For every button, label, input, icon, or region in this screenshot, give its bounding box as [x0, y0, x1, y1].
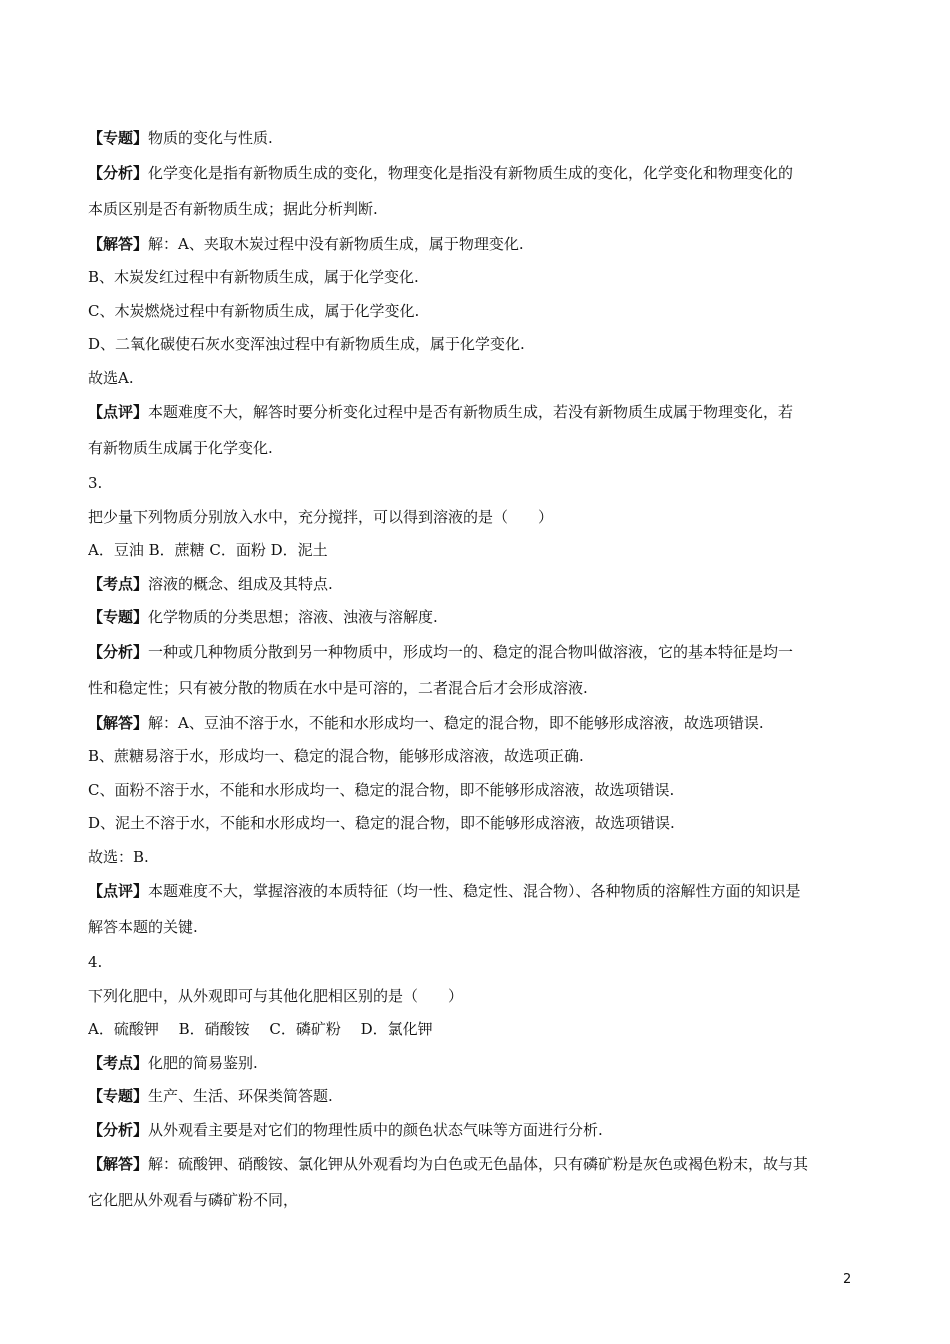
q4-analysis-line: [88, 1114, 868, 1148]
analysis-text: 从外观看主要是对它们的物理性质中的颜色状态气味等方面进行分析.: [148, 1120, 603, 1139]
topic-text: 化学物质的分类思想；溶液、浊液与溶解度.: [148, 608, 438, 626]
q3-solution-line-d: D、泥土不溶于水，不能和水形成均一、稳定的混合物，即不能够形成溶液，故选项错误.: [88, 814, 675, 832]
q2-solution-line-d: D、二氧化碳使石灰水变浑浊过程中有新物质生成，属于化学变化.: [88, 335, 525, 353]
q3-answer: 故选：B.: [88, 847, 149, 866]
key-point-text: 溶液的概念、组成及其特点.: [148, 574, 333, 593]
solution-tag: 【解答】: [88, 1155, 149, 1173]
comment-tag: 【点评】: [88, 882, 149, 900]
q2-comment-line-1: [88, 395, 868, 430]
q4-options: A．硫酸钾 B．硝酸铵 C．磷矿粉 D．氯化钾: [88, 1020, 433, 1038]
comment-tag: 【点评】: [88, 403, 149, 421]
q3-topic-line: [88, 601, 868, 635]
topic-text: 生产、生活、环保类简答题.: [148, 1087, 333, 1105]
solution-tag: 【解答】: [88, 713, 149, 732]
solution-text: 解：硫酸钾、硝酸铵、氯化钾从外观看均为白色或无色晶体，只有磷矿粉是灰色或褐色粉末，故与其: [148, 1155, 809, 1173]
q2-analysis-line-1: [88, 156, 868, 191]
solution-text: 解：A、夹取木炭过程中没有新物质生成，属于物理变化.: [148, 234, 524, 253]
comment-text: 本题难度不大，解答时要分析变化过程中是否有新物质生成，若没有新物质生成属于物理变化，若: [148, 403, 794, 421]
comment-text: 本题难度不大，掌握溶液的本质特征（均一性、稳定性、混合物）、各种物质的溶解性方面的知识是: [148, 882, 801, 900]
key-point-text: 化肥的简易鉴别.: [148, 1053, 258, 1072]
q3-analysis-line-1: [88, 635, 868, 670]
q3-solution-line-a: [88, 707, 868, 741]
q4-solution-line-2: 它化肥从外观看与磷矿粉不同，: [88, 1191, 299, 1209]
q4-topic-line: [88, 1080, 868, 1114]
q4-number: 4.: [88, 953, 103, 971]
q4-key-point-line: [88, 1047, 868, 1081]
q4-solution-line-1: [88, 1147, 868, 1182]
solution-tag: 【解答】: [88, 234, 149, 253]
q2-topic-line: [88, 122, 868, 156]
q3-key-point-line: [88, 568, 868, 602]
solution-text: 解：A、豆油不溶于水，不能和水形成均一、稳定的混合物，即不能够形成溶液，故选项错误.: [148, 713, 764, 732]
q3-solution-line-c: C、面粉不溶于水，不能和水形成均一、稳定的混合物，即不能够形成溶液，故选项错误.: [88, 780, 675, 799]
topic-tag: 【专题】: [88, 608, 149, 626]
q3-comment-line-1: [88, 874, 868, 909]
analysis-text: 化学变化是指有新物质生成的变化，物理变化是指没有新物质生成的变化，化学变化和物理变化的: [148, 163, 794, 182]
analysis-tag: 【分析】: [88, 642, 149, 661]
q2-answer: 故选A.: [88, 368, 134, 387]
q3-solution-line-b: B、蔗糖易溶于水，形成均一、稳定的混合物，能够形成溶液，故选项正确.: [88, 747, 584, 765]
analysis-tag: 【分析】: [88, 1120, 149, 1139]
q3-number: 3.: [88, 474, 103, 492]
q3-options: A．豆油 B．蔗糖 C．面粉 D．泥土: [88, 541, 328, 559]
q2-solution-line-b: B、木炭发红过程中有新物质生成，属于化学变化.: [88, 268, 419, 286]
page-number: 2: [843, 1272, 852, 1287]
q2-comment-line-2: 有新物质生成属于化学变化.: [88, 439, 273, 457]
q4-question: 下列化肥中，从外观即可与其他化肥相区别的是（ ）: [88, 986, 464, 1005]
answer-content: [88, 122, 868, 1219]
q2-analysis-line-2: 本质区别是否有新物质生成；据此分析判断.: [88, 199, 378, 218]
q3-comment-line-2: 解答本题的关键.: [88, 918, 198, 936]
key-point-tag: 【考点】: [88, 1053, 149, 1072]
topic-tag: 【专题】: [88, 1087, 149, 1105]
q2-solution-line-c: C、木炭燃烧过程中有新物质生成，属于化学变化.: [88, 301, 420, 320]
q2-solution-line-a: [88, 228, 868, 262]
q3-analysis-line-2: 性和稳定性；只有被分散的物质在水中是可溶的，二者混合后才会形成溶液.: [88, 678, 588, 697]
topic-tag: 【专题】: [88, 129, 149, 147]
topic-text: 物质的变化与性质.: [148, 129, 273, 147]
analysis-text: 一种或几种物质分散到另一种物质中，形成均一的、稳定的混合物叫做溶液，它的基本特征是均一: [148, 642, 794, 661]
analysis-tag: 【分析】: [88, 163, 149, 182]
key-point-tag: 【考点】: [88, 574, 149, 593]
q3-question: 把少量下列物质分别放入水中，充分搅拌，可以得到溶液的是（ ）: [88, 507, 554, 526]
